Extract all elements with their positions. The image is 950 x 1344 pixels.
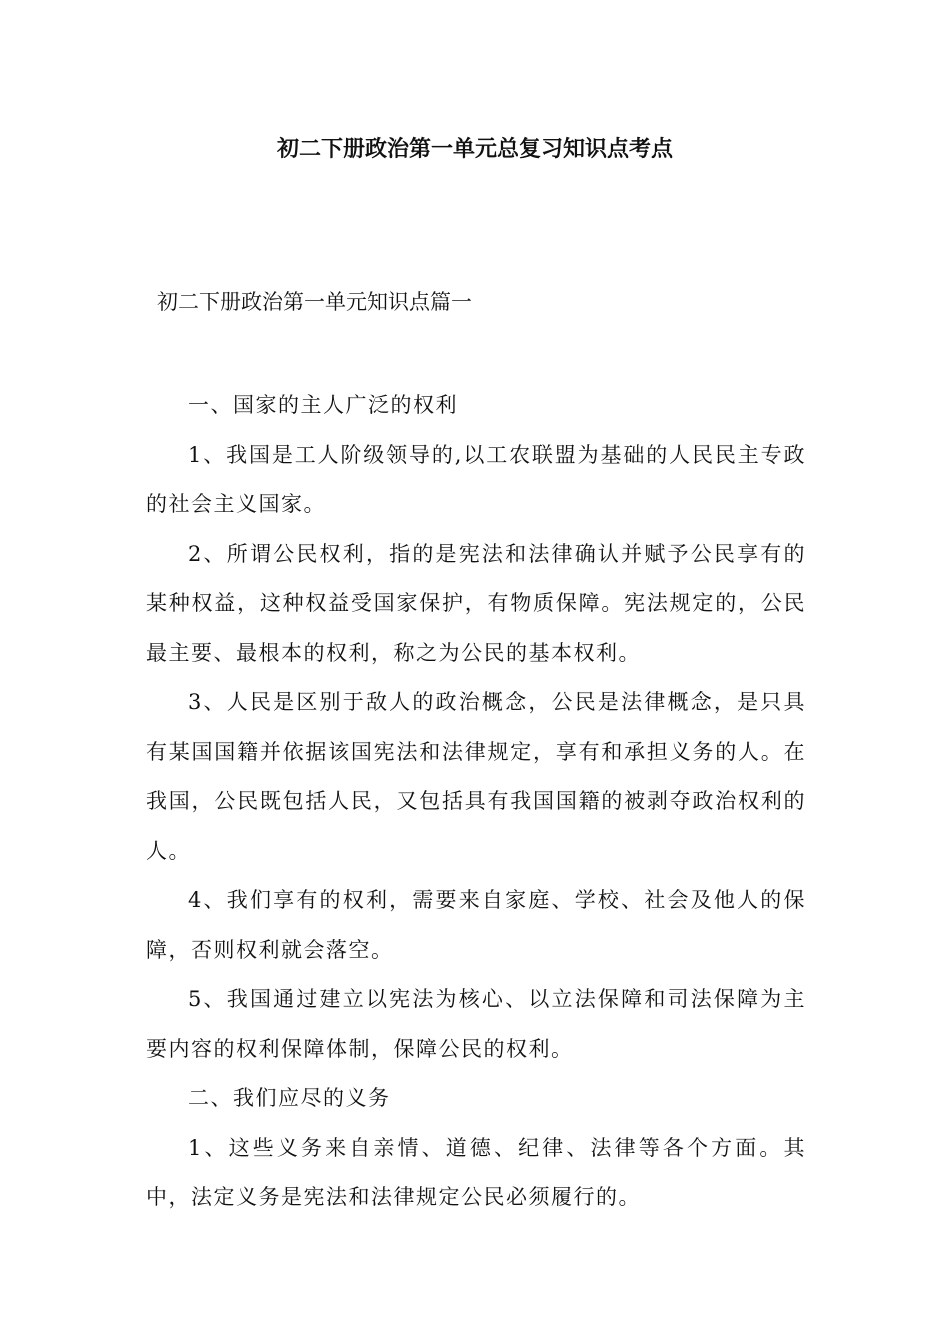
section-heading: 初二下册政治第一单元知识点篇一 bbox=[157, 290, 472, 314]
document-body bbox=[146, 381, 806, 1223]
paragraph: 2、所谓公民权利，指的是宪法和法律确认并赋予公民享有的某种权益，这种权益受国家保护，有物质保障。宪法规定的，公民最主要、最根本的权利，称之为公民的基本权利。 bbox=[146, 541, 806, 665]
heading-duties: 二、我们应尽的义务 bbox=[188, 1086, 391, 1110]
paragraph: 4、我们享有的权利，需要来自家庭、学校、社会及他人的保障，否则权利就会落空。 bbox=[146, 888, 806, 962]
paragraph: 1、这些义务来自亲情、道德、纪律、法律等各个方面。其中，法定义务是宪法和法律规定公民必须履行的。 bbox=[146, 1135, 806, 1209]
document-title: 初二下册政治第一单元总复习知识点考点 bbox=[276, 137, 673, 162]
paragraph: 1、我国是工人阶级领导的,以工农联盟为基础的人民民主专政的社会主义国家。 bbox=[146, 442, 806, 516]
paragraph: 3、人民是区别于敌人的政治概念，公民是法律概念，是只具有某国国籍并依据该国宪法和法律规定，享有和承担义务的人。在我国，公民既包括人民，又包括具有我国国籍的被剥夺政治权利的人。 bbox=[146, 690, 806, 863]
heading-rights: 一、国家的主人广泛的权利 bbox=[188, 393, 458, 417]
paragraph: 5、我国通过建立以宪法为核心、以立法保障和司法保障为主要内容的权利保障体制，保障公民的权利。 bbox=[146, 987, 806, 1061]
